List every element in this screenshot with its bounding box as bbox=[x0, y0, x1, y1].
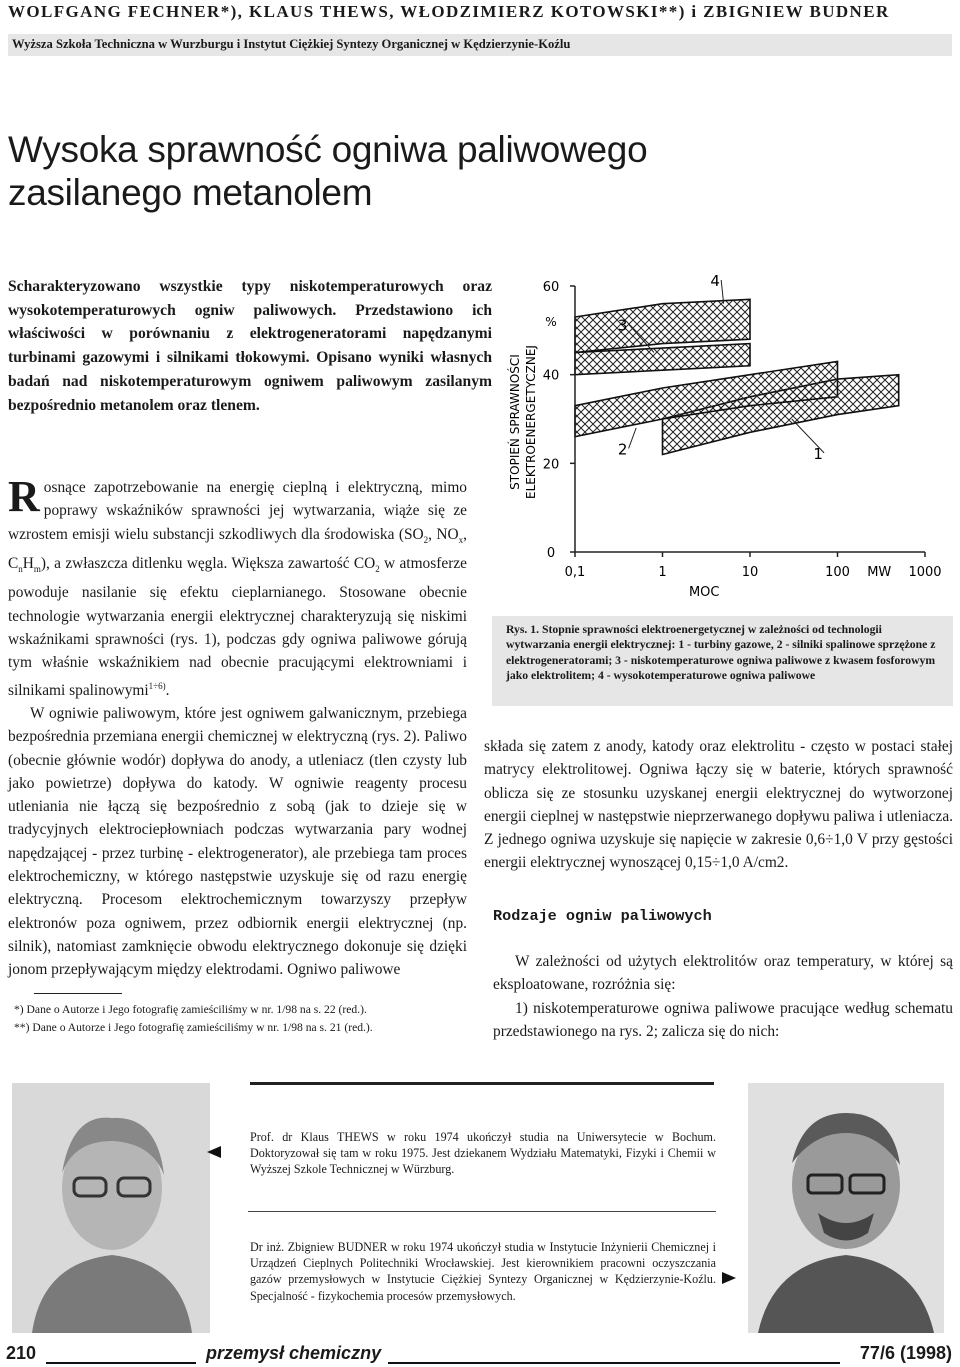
y-tick-label: 60 bbox=[542, 280, 560, 295]
band-label-3: 3 bbox=[617, 316, 628, 335]
y-axis-label-line-1: STOPIEŃ SPRAWNOŚCI bbox=[508, 354, 522, 490]
arrow-left-icon bbox=[207, 1146, 221, 1158]
y-tick-label: 20 bbox=[542, 457, 560, 473]
figure-caption: Rys. 1. Stopnie sprawności elektroenergetycznej w zależności od technologii wytwarzania energii elektrycznej: 1 - turbiny gazowe, 2 - silniki spalinowe sprzężone z elektrogeneratorami; 3 - niskotemperaturowe ogniwa paliwowe z kwasem fosforowym jako elektrolitem; 4 - wysokotemperaturowe ogniwa paliwowe bbox=[492, 616, 953, 706]
bio-klaus-thews: Prof. dr Klaus THEWS w roku 1974 ukończył studia na Uniwersytecie w Bochum. Doktoryzował się tam w roku 1975. Jest dziekanem Wydziału Matematyki, Fizyki i Chemii w Wyższej Szkole Technicznej w Würzburg. bbox=[250, 1130, 716, 1177]
x-axis-label: MOC bbox=[688, 585, 720, 600]
x-tick-label: 100 bbox=[825, 565, 850, 580]
body-paragraph-1 bbox=[8, 472, 467, 702]
x-unit-label: MW bbox=[867, 565, 892, 580]
issue-number: 77/6 (1998) bbox=[859, 1343, 952, 1363]
footnotes bbox=[14, 1001, 469, 1036]
body-paragraph-1-text: osnące zapotrzebowanie na energię cieplną i elektryczną, mimo poprawy wskaźników sprawności jej wytwarzania, wiąże się ze wzrostem emisji wielu substancji szkodliwych dla środowiska ($SO_2$, $NO_x$, $C_nH_m$), a zwłaszcza ditlenku węgla. Większa zawartość $CO_2$ w atmosferze powoduje nasilanie się efektu cieplarnianego. Stosowane obecnie technologie wytwarzania energii elektrycznej charakteryzują się niskimi wskaźnikami sprawności (rys. 1), podczas gdy ogniwa paliwowe górują tym właśnie wskaźnikiem nad obecnie pracującymi elektrowniami i silnikami spalinowymi$^{1\div 6)}$. bbox=[8, 479, 467, 699]
band-leader-2 bbox=[629, 428, 637, 449]
section-heading: Rodzaje ogniw paliwowych bbox=[493, 907, 712, 925]
body-right-paragraph-2: W zależności od użytych elektrolitów oraz temperatury, w której są eksploatowane, rozróżnia się: bbox=[493, 953, 953, 994]
portrait-placeholder-2 bbox=[748, 1083, 944, 1333]
abstract: Scharakteryzowano wszystkie typy niskotemperaturowych oraz wysokotemperaturowych ogniw paliwowych. Przedstawiono ich właściwości w porównaniu z elektrogeneratorami napędzanymi turbinami gazowymi i silnikami tłokowymi. Opisano wyniki własnych badań nad niskotemperaturowym ogniwem paliwowym zasilanym bezpośrednio metanolem oraz tlenem. bbox=[8, 278, 492, 414]
footnote-rule bbox=[34, 993, 122, 994]
footnote-1: *) Dane o Autorze i Jego fotografię zamieściliśmy w nr. 1/98 na s. 22 (red.). bbox=[14, 1003, 367, 1016]
band-label-4: 4 bbox=[710, 272, 720, 290]
journal-name: przemysł chemiczny bbox=[206, 1343, 382, 1363]
body-right-column-2 bbox=[493, 950, 953, 1043]
body-right-column bbox=[484, 735, 953, 875]
page-footer bbox=[6, 1343, 954, 1367]
bio-divider bbox=[248, 1211, 716, 1212]
arrow-right-icon bbox=[722, 1272, 736, 1284]
body-paragraph-2: W ogniwie paliwowym, które jest ogniwem galwanicznym, przebiega bezpośrednia przemiana energii chemicznej w elektryczną (rys. 2). Paliwo (obecnie głównie wodór) dopływa do anody, a utleniacz (tlen czysty lub jako powietrze) dopływa do katody. W ogniwie reagenty procesu utleniania nie łączą się bezpośrednio z sobą (jak to dzieje się w tradycyjnych elektrociepłowniach podczas wytwarzania pary wodnej napędzającej - przez turbinę - elektrogenerator), ale przebiega tam proces elektrochemiczny, w którego następstwie uzyskuje się od razu energię elektryczną. Procesom elektrochemicznym towarzyszy przepływ elektronów poza ogniwem, przez odbiornik energii elektrycznej (np. silnik), natomiast zamknięcie obwodu elektrycznego dokonuje się dzięki jonom przepływającym między elektrodami. Ogniwo paliwowe bbox=[8, 704, 467, 979]
y-tick-label: 40 bbox=[542, 368, 560, 384]
footnote-2: **) Dane o Autorze i Jego fotografię zamieściliśmy w nr. 1/98 na s. 21 (red.). bbox=[14, 1020, 373, 1034]
band-label-2: 2 bbox=[617, 440, 628, 459]
body-right-paragraph-3: 1) niskotemperaturowe ogniwa paliwowe pracujące według schematu przedstawionego na rys. 2; zalicza się do nich: bbox=[493, 999, 953, 1040]
efficiency-chart bbox=[505, 272, 945, 607]
body-left-column bbox=[8, 472, 467, 982]
figure-1 bbox=[505, 272, 945, 607]
x-tick-label: 10 bbox=[741, 565, 759, 580]
bio-rule-top bbox=[250, 1082, 714, 1085]
x-tick-label: 0,1 bbox=[564, 565, 586, 580]
authors-text: WOLFGANG FECHNER*), KLAUS THEWS, WŁODZIMIERZ KOTOWSKI**) i ZBIGNIEW BUDNER bbox=[8, 2, 890, 21]
footer-rule-2 bbox=[388, 1362, 840, 1364]
page-number: 210 bbox=[6, 1343, 37, 1363]
authors bbox=[8, 2, 952, 22]
photo-klaus-thews bbox=[12, 1083, 210, 1333]
dropcap: R bbox=[8, 472, 40, 521]
x-tick-label: 1 bbox=[658, 565, 667, 580]
affiliation: Wyższa Szkoła Techniczna w Wurzburgu i Instytut Ciężkiej Syntezy Organicznej w Kędzierzynie-Koźlu bbox=[8, 34, 952, 56]
band-label-1: 1 bbox=[813, 444, 823, 463]
y-axis-label-line-2: ELEKTROENERGETYCZNEJ bbox=[524, 345, 538, 499]
y-unit-label: % bbox=[545, 314, 557, 329]
bio-zbigniew-budner: Dr inż. Zbigniew BUDNER w roku 1974 ukończył studia w Instytucie Inżynierii Chemicznej i Urządzeń Cieplnych Politechniki Wrocławskiej. Jest kierownikiem pracowni oczyszczania gazów przemysłowych w Instytucie Ciężkiej Syntezy Organicznej w Kędzierzynie-Koźlu. Specjalność - fizykochemia procesów przemysłowych. bbox=[250, 1240, 716, 1303]
portrait-placeholder-1 bbox=[12, 1083, 210, 1333]
body-right-paragraph-1: składa się zatem z anody, katody oraz elektrolitu - często w postaci stałej matrycy elektrolitowej. Ogniwa łączy się w baterie, których sprawność oblicza się ze stosunku uzyskanej energii elektrycznej do wytworzonej energii cieplnej w następstwie nieprzerwanego dopływu paliwa i utleniacza. Z jednego ogniwa uzyskuje się napięcie w zakresie 0,6÷1,0 V przy gęstości energii elektrycznej wynoszącej 0,15÷1,0 A/cm2. bbox=[484, 738, 953, 872]
y-tick-label: 0 bbox=[546, 546, 556, 561]
photo-zbigniew-budner bbox=[748, 1083, 944, 1333]
title-line-2: zasilanego metanolem bbox=[8, 172, 373, 213]
article-title bbox=[8, 128, 808, 214]
x-tick-label: 1000 bbox=[908, 565, 942, 580]
footer-rule-1 bbox=[46, 1362, 196, 1364]
title-line-1: Wysoka sprawność ogniwa paliwowego bbox=[8, 129, 648, 170]
